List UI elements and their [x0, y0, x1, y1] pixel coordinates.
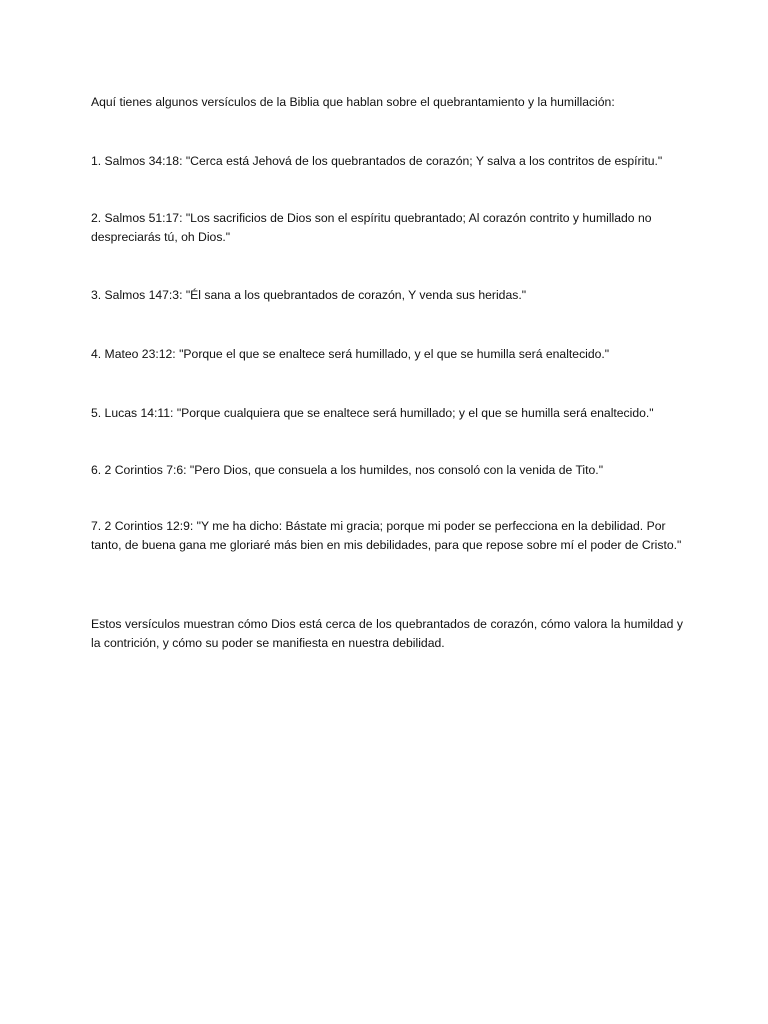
verse-item: 5. Lucas 14:11: "Porque cualquiera que se enaltece será humillado; y el que se humilla será enaltecido.": [91, 406, 654, 420]
intro-paragraph: Aquí tienes algunos versículos de la Biblia que hablan sobre el quebrantamiento y la humillación:: [91, 95, 615, 109]
verse-item: 4. Mateo 23:12: "Porque el que se enaltece será humillado, y el que se humilla será enaltecido.": [91, 347, 610, 361]
verse-item: 1. Salmos 34:18: "Cerca está Jehová de los quebrantados de corazón; Y salva a los contritos de espíritu.": [91, 154, 663, 168]
verse-item: 3. Salmos 147:3: "Él sana a los quebrantados de corazón, Y venda sus heridas.": [91, 288, 527, 302]
verse-item: 6. 2 Corintios 7:6: "Pero Dios, que consuela a los humildes, nos consoló con la venida de Tito.": [91, 463, 604, 477]
verse-item: 2. Salmos 51:17: "Los sacrificios de Dios son el espíritu quebrantado; Al corazón contrito y humillado no despreciarás tú, oh Dios.": [91, 211, 652, 244]
closing-paragraph: Estos versículos muestran cómo Dios está cerca de los quebrantados de corazón, cómo valora la humildad y la contrición, y cómo su poder se manifiesta en nuestra debilidad.: [91, 617, 683, 650]
verse-item: 7. 2 Corintios 12:9: "Y me ha dicho: Bástate mi gracia; porque mi poder se perfecciona en la debilidad. Por tanto, de buena gana me gloriaré más bien en mis debilidades, para que repose sobre mí el poder de Cristo.": [91, 519, 682, 552]
